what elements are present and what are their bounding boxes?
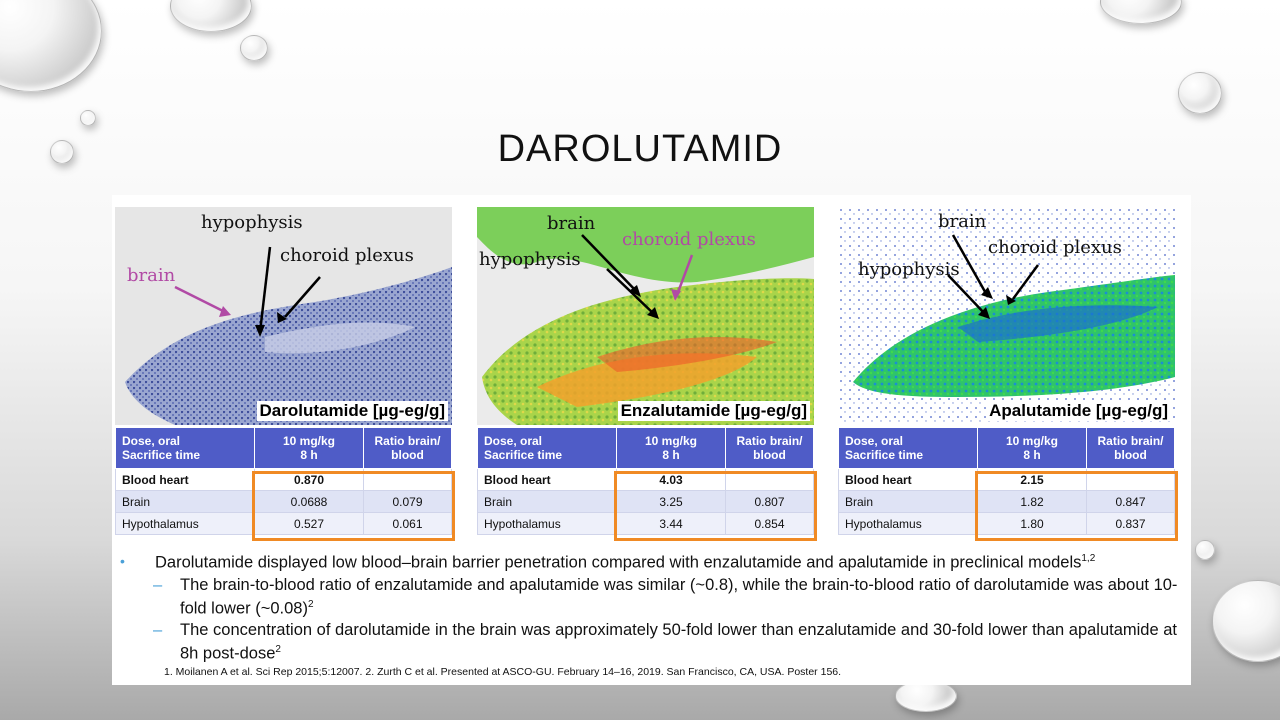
water-drop-decoration [1100, 0, 1182, 24]
dash-icon: – [153, 621, 163, 639]
sub-bullet-text: The concentration of darolutamide in the brain was approximately 50-fold lower than enzalutamide and 30-fold lower than apalutamide at 8h post-dose [180, 621, 1178, 663]
ratio-cell [1087, 469, 1175, 491]
table-row [478, 469, 814, 491]
water-drop-decoration [170, 0, 252, 32]
row-label: Brain [478, 491, 617, 513]
row-label: Brain [839, 491, 978, 513]
column-header: 10 mg/kg 8 h [255, 428, 364, 469]
choroid-plexus-annotation: choroid plexus [622, 229, 756, 250]
column-header: Dose, oral Sacrifice time [116, 428, 255, 469]
sub-bullet-item [120, 620, 1190, 664]
references: 1. Moilanen A et al. Sci Rep 2015;5:12007. 2. Zurth C et al. Presented at ASCO-GU. February 14–16, 2019. San Francisco, CA, USA. Poster 156. [164, 666, 842, 678]
darolutamide-autoradiograph [115, 207, 452, 425]
row-label: Hypothalamus [839, 513, 978, 535]
water-drop-decoration [1178, 72, 1222, 114]
bullet-list [120, 553, 1190, 666]
value-cell: 4.03 [617, 469, 726, 491]
water-drop-decoration [1212, 580, 1280, 662]
table-row [116, 469, 452, 491]
drug-label: Enzalutamide [µg-eg/g] [618, 401, 810, 421]
water-drop-decoration [240, 35, 268, 61]
column-header: Dose, oral Sacrifice time [478, 428, 617, 469]
brain-annotation: brain [127, 265, 176, 286]
value-cell: 0.0688 [255, 491, 364, 513]
value-cell: 0.870 [255, 469, 364, 491]
table-row [478, 513, 814, 535]
dash-icon: – [153, 575, 163, 594]
value-cell: 0.527 [255, 513, 364, 535]
row-label: Blood heart [116, 469, 255, 491]
water-drop-decoration [1195, 540, 1215, 560]
bullet-item [120, 553, 1190, 573]
ratio-cell: 0.807 [726, 491, 814, 513]
slide-content [112, 195, 1191, 685]
table-row [839, 491, 1175, 513]
hypophysis-annotation: hypophysis [858, 259, 960, 280]
table-row [116, 513, 452, 535]
water-drop-decoration [80, 110, 96, 126]
value-cell: 3.44 [617, 513, 726, 535]
ratio-cell: 0.854 [726, 513, 814, 535]
apalutamide-autoradiograph [838, 207, 1175, 425]
table-header-row [478, 428, 814, 469]
row-label: Blood heart [478, 469, 617, 491]
column-header: 10 mg/kg 8 h [617, 428, 726, 469]
superscript: 1,2 [1081, 553, 1096, 564]
ratio-cell: 0.837 [1087, 513, 1175, 535]
column-header: Dose, oral Sacrifice time [839, 428, 978, 469]
table-row [839, 513, 1175, 535]
ratio-cell [726, 469, 814, 491]
table-row [478, 491, 814, 513]
hypophysis-annotation: hypophysis [201, 212, 303, 233]
bullet-dot-icon: • [120, 553, 125, 569]
water-drop-decoration [0, 0, 102, 92]
column-header: Ratio brain/ blood [726, 428, 814, 469]
column-header: Ratio brain/ blood [364, 428, 452, 469]
column-header: 10 mg/kg 8 h [978, 428, 1087, 469]
column-header: Ratio brain/ blood [1087, 428, 1175, 469]
table-header-row [839, 428, 1175, 469]
drug-label: Darolutamide [µg-eg/g] [257, 401, 448, 421]
ratio-cell: 0.061 [364, 513, 452, 535]
row-label: Hypothalamus [478, 513, 617, 535]
value-cell: 2.15 [978, 469, 1087, 491]
row-label: Blood heart [839, 469, 978, 491]
brain-annotation: brain [547, 213, 596, 234]
enzalutamide-autoradiograph [477, 207, 814, 425]
row-label: Brain [116, 491, 255, 513]
dose-table [115, 427, 452, 535]
choroid-plexus-annotation: choroid plexus [988, 237, 1122, 258]
dose-table [838, 427, 1175, 535]
table-row [116, 491, 452, 513]
value-cell: 1.80 [978, 513, 1087, 535]
ratio-cell: 0.079 [364, 491, 452, 513]
ratio-cell [364, 469, 452, 491]
value-cell: 3.25 [617, 491, 726, 513]
sub-bullet-item [120, 575, 1190, 619]
table-header-row [116, 428, 452, 469]
slide-title: DAROLUTAMID [497, 128, 783, 170]
superscript: 2 [307, 598, 314, 610]
superscript: 2 [275, 644, 281, 655]
ratio-cell: 0.847 [1087, 491, 1175, 513]
table-row [839, 469, 1175, 491]
drug-label: Apalutamide [µg-eg/g] [986, 401, 1171, 421]
value-cell: 1.82 [978, 491, 1087, 513]
row-label: Hypothalamus [116, 513, 255, 535]
bullet-text: Darolutamide displayed low blood–brain barrier penetration compared with enzalutamide and apalutamide in preclinical models [155, 553, 1082, 572]
hypophysis-annotation: hypophysis [479, 249, 581, 270]
dose-table [477, 427, 814, 535]
choroid-plexus-annotation: choroid plexus [280, 245, 414, 266]
brain-annotation: brain [938, 211, 987, 232]
sub-bullet-text: The brain-to-blood ratio of enzalutamide and apalutamide was similar (~0.8), while the brain-to-blood ratio of darolutamide was about 10-fold lower (~0.08) [180, 575, 1178, 617]
